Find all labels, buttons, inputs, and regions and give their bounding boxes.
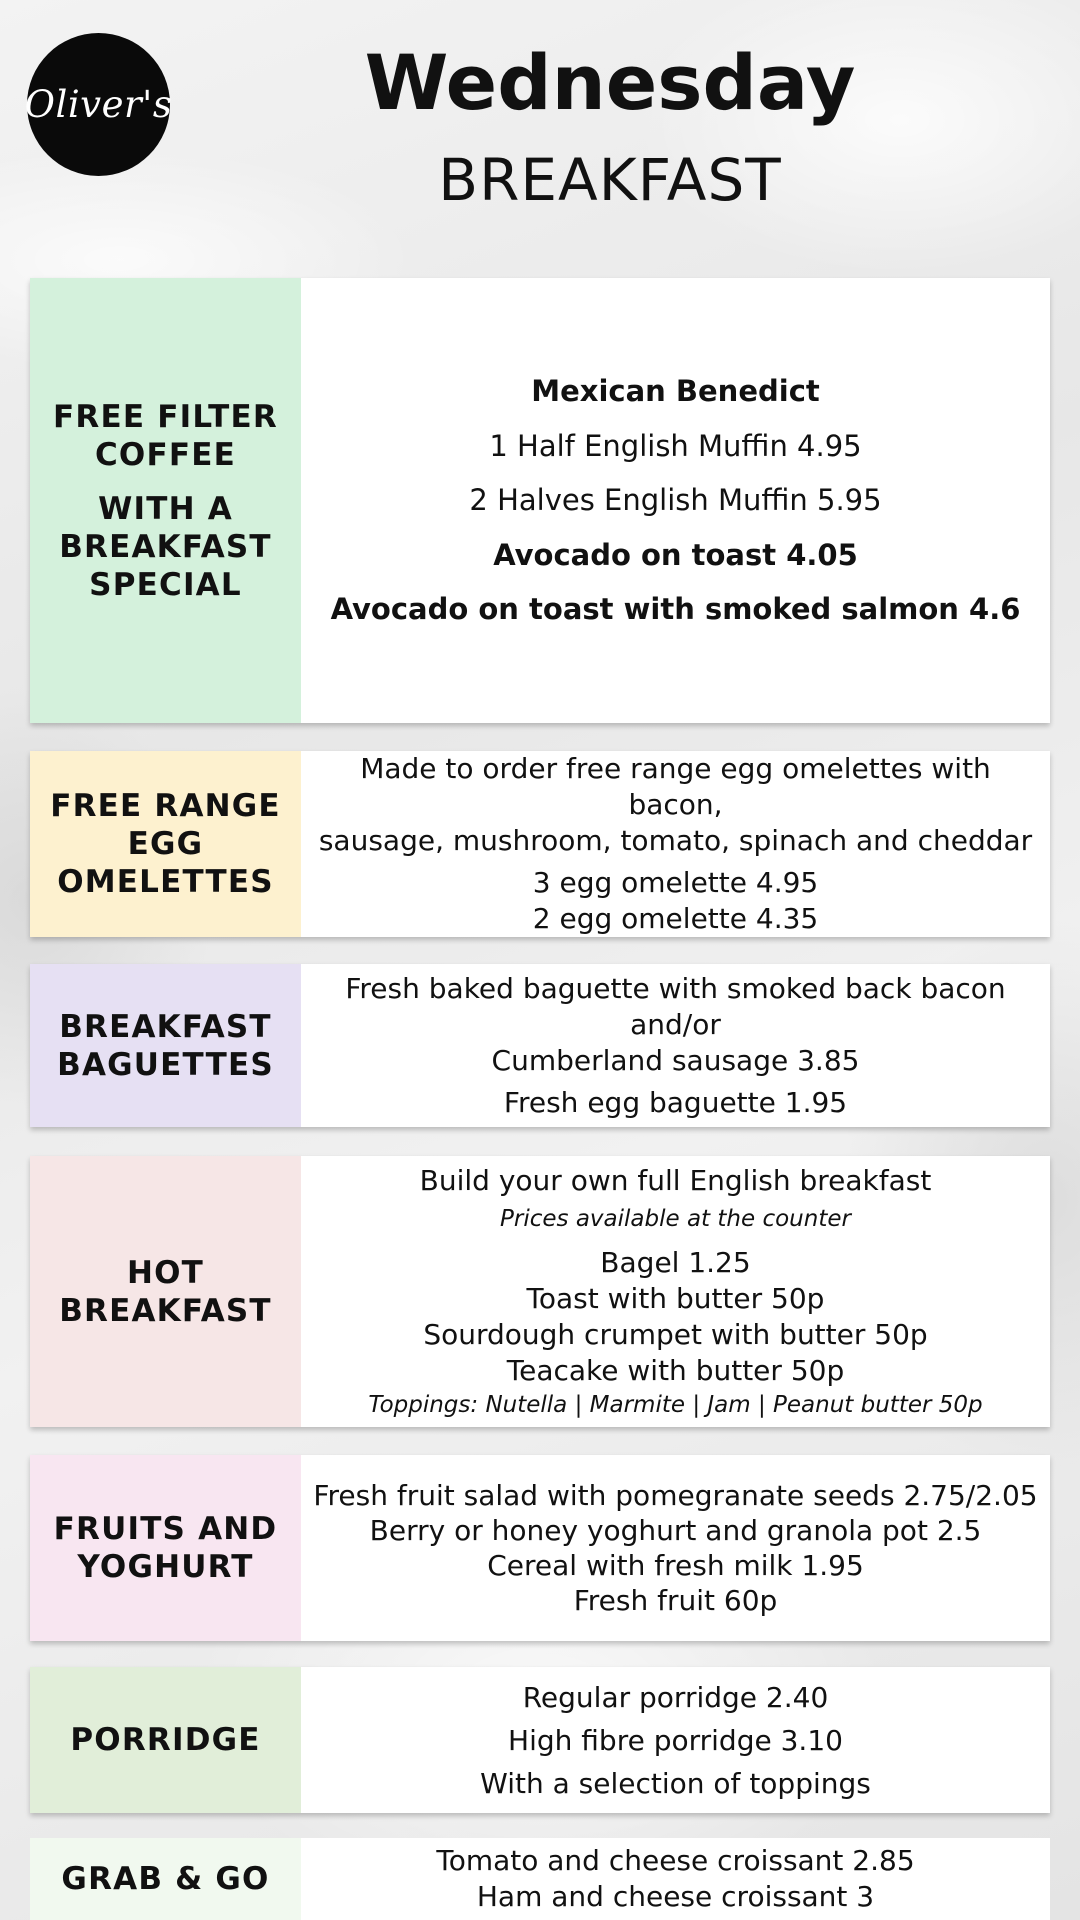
menu-item: Mexican Benedict bbox=[531, 374, 820, 409]
label-line: WITH A bbox=[98, 490, 233, 527]
menu-item: sausage, mushroom, tomato, spinach and cheddar bbox=[318, 824, 1033, 857]
menu-item: 3 egg omelette 4.95 bbox=[532, 866, 819, 899]
menu-item: 2 Halves English Muffin 5.95 bbox=[469, 483, 882, 518]
menu-item: Fresh baked baguette with smoked back bacon and/or bbox=[345, 971, 1006, 1041]
label-line: OMELETTES bbox=[57, 864, 274, 900]
section-label-grab bbox=[30, 1838, 301, 1920]
menu-item: With a selection of toppings bbox=[480, 1766, 871, 1800]
section-baguettes bbox=[30, 964, 1050, 1127]
label-line: COFFEE bbox=[94, 436, 236, 473]
menu-item: Cereal with fresh milk 1.95 bbox=[487, 1549, 864, 1582]
menu-item: Sourdough crumpet with butter 50p bbox=[423, 1317, 928, 1351]
section-body-special bbox=[301, 278, 1050, 723]
menu-item: Toast with butter 50p bbox=[526, 1281, 825, 1315]
section-label-special bbox=[30, 278, 301, 723]
section-hot-breakfast bbox=[30, 1156, 1050, 1427]
menu-item: 1 Half English Muffin 4.95 bbox=[489, 428, 862, 463]
section-breakfast-special bbox=[30, 278, 1050, 723]
menu-day-title: Wednesday bbox=[364, 38, 856, 127]
menu-item: Build your own full English breakfast bbox=[419, 1163, 932, 1197]
menu-note: Prices available at the counter bbox=[500, 1205, 851, 1232]
section-fruits-yoghurt bbox=[30, 1455, 1050, 1641]
section-body-porridge bbox=[301, 1667, 1050, 1813]
section-body-omelettes bbox=[301, 751, 1050, 937]
label-line: BAGUETTES bbox=[57, 1046, 274, 1083]
label-line: BREAKFAST bbox=[59, 1008, 272, 1045]
section-label-omelettes bbox=[30, 751, 301, 937]
label-line: FREE RANGE bbox=[50, 788, 281, 824]
section-body-hot bbox=[301, 1156, 1050, 1427]
label-line: HOT bbox=[126, 1254, 205, 1291]
label-line: FREE FILTER bbox=[53, 398, 278, 435]
label-line: SPECIAL bbox=[89, 566, 242, 603]
menu-item: Fresh egg baguette 1.95 bbox=[503, 1085, 848, 1119]
section-grab-and-go bbox=[30, 1838, 1050, 1920]
section-body-grab bbox=[301, 1838, 1050, 1920]
menu-item: Fresh fruit salad with pomegranate seeds 2.75/2.05 bbox=[313, 1479, 1038, 1512]
section-body-fruits bbox=[301, 1455, 1050, 1641]
menu-meal-title: BREAKFAST bbox=[438, 146, 782, 214]
menu-item: Cumberland sausage 3.85 bbox=[491, 1043, 860, 1077]
section-label-baguettes bbox=[30, 964, 301, 1127]
section-label-hot bbox=[30, 1156, 301, 1427]
label-line: BREAKFAST bbox=[59, 528, 272, 565]
section-omelettes bbox=[30, 751, 1050, 937]
menu-item: Ham and cheese croissant 3 bbox=[476, 1880, 875, 1913]
label-line: GRAB & GO bbox=[61, 1861, 270, 1897]
menu-note: Toppings: Nutella | Marmite | Jam | Peanut butter 50p bbox=[368, 1391, 983, 1418]
label-line: FRUITS AND bbox=[53, 1511, 278, 1547]
label-line: YOGHURT bbox=[77, 1549, 254, 1585]
section-label-fruits bbox=[30, 1455, 301, 1641]
menu-item: Fresh fruit 60p bbox=[573, 1584, 778, 1617]
section-body-baguettes bbox=[301, 964, 1050, 1127]
label-line: EGG bbox=[127, 826, 204, 862]
section-porridge bbox=[30, 1667, 1050, 1813]
menu-item: Bagel 1.25 bbox=[600, 1245, 751, 1279]
section-label-porridge bbox=[30, 1667, 301, 1813]
label-line: PORRIDGE bbox=[70, 1722, 261, 1758]
menu-item: Made to order free range egg omelettes with bacon, bbox=[360, 752, 991, 821]
menu-item: Regular porridge 2.40 bbox=[522, 1680, 829, 1714]
menu-item: Avocado on toast 4.05 bbox=[493, 537, 858, 572]
menu-item: Berry or honey yoghurt and granola pot 2.5 bbox=[369, 1514, 982, 1547]
logo-text: Oliver's bbox=[24, 83, 173, 126]
label-line: BREAKFAST bbox=[59, 1292, 272, 1329]
menu-item: Tomato and cheese croissant 2.85 bbox=[436, 1844, 915, 1877]
olivers-logo bbox=[24, 33, 173, 176]
menu-item: Teacake with butter 50p bbox=[506, 1353, 845, 1387]
menu-item: 2 egg omelette 4.35 bbox=[532, 902, 819, 935]
menu-item: Avocado on toast with smoked salmon 4.6 bbox=[330, 592, 1021, 627]
menu-item: High fibre porridge 3.10 bbox=[508, 1723, 843, 1757]
